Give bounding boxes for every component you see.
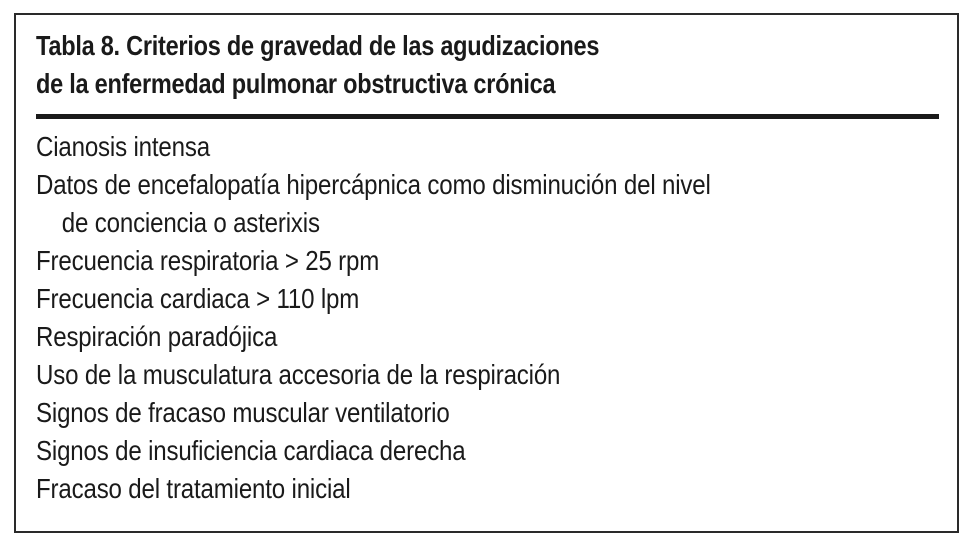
criteria-item-encefalopatia-continuation: de conciencia o asterixis <box>61 207 320 238</box>
table-title-line-2: de la enfermedad pulmonar obstructiva crónica <box>36 68 556 99</box>
criteria-item-respiracion-paradojica: Respiración paradójica <box>36 321 278 352</box>
criteria-item-musculatura-accesoria: Uso de la musculatura accesoria de la respiración <box>36 359 561 390</box>
table-title-line-1: Tabla 8. Criterios de gravedad de las agudizaciones <box>36 30 600 61</box>
criteria-item-cianosis: Cianosis intensa <box>36 131 210 162</box>
table-frame <box>14 13 959 533</box>
criteria-list <box>36 128 711 508</box>
criteria-item-encefalopatia: Datos de encefalopatía hipercápnica como disminución del nivel <box>36 169 711 200</box>
header-divider <box>36 114 939 119</box>
criteria-item-frecuencia-cardiaca: Frecuencia cardiaca > 110 lpm <box>36 283 360 314</box>
criteria-item-fracaso-tratamiento: Fracaso del tratamiento inicial <box>36 473 351 504</box>
criteria-item-insuficiencia-cardiaca: Signos de insuficiencia cardiaca derecha <box>36 435 466 466</box>
criteria-item-frecuencia-respiratoria: Frecuencia respiratoria > 25 rpm <box>36 245 380 276</box>
table-title <box>36 27 599 103</box>
criteria-item-fracaso-muscular: Signos de fracaso muscular ventilatorio <box>36 397 450 428</box>
